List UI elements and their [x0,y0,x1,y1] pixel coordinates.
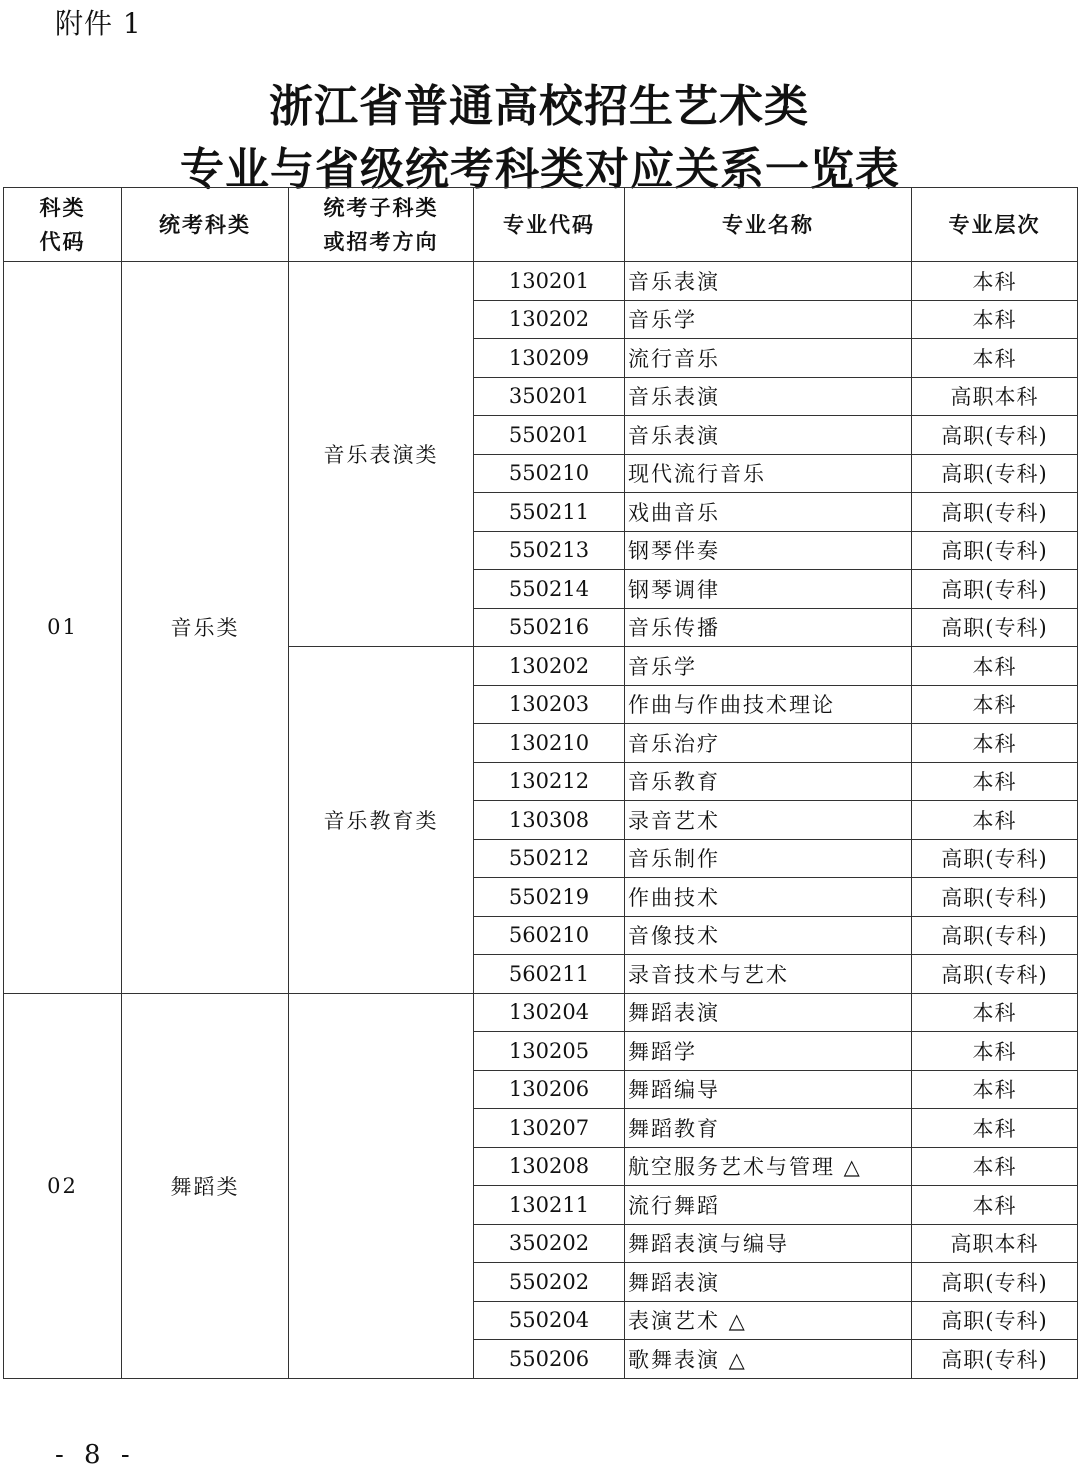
major-name-cell: 音乐表演 [625,262,912,301]
header-major-code: 专业代码 [474,188,625,262]
document-title-line1: 浙江省普通高校招生艺术类 [269,81,809,132]
major-code-cell: 130212 [474,762,625,801]
major-code-cell: 130207 [474,1109,625,1148]
major-code-cell: 560211 [474,955,625,994]
major-name-cell: 音乐学 [625,300,912,339]
table-header-row [4,188,1078,262]
major-code-cell: 130209 [474,339,625,378]
major-name-cell: 流行舞蹈 [625,1186,912,1225]
major-level-cell: 高职(专科) [912,416,1078,455]
major-code-cell: 130203 [474,685,625,724]
major-name-cell: 音乐教育 [625,762,912,801]
major-level-cell: 本科 [912,724,1078,763]
major-name-cell: 现代流行音乐 [625,454,912,493]
header-category-code-line1: 科类 [39,195,86,220]
major-name-cell: 钢琴调律 [625,570,912,609]
major-mapping-table [3,187,1078,1379]
major-name-cell: 舞蹈教育 [625,1109,912,1148]
major-code-cell: 350202 [474,1224,625,1263]
major-name-cell: 舞蹈编导 [625,1070,912,1109]
major-name-cell: 音乐表演 [625,377,912,416]
major-level-cell: 本科 [912,1147,1078,1186]
major-name-cell: 音乐制作 [625,839,912,878]
exam-category-cell: 舞蹈类 [122,993,289,1378]
table-row [4,262,1078,301]
major-level-cell: 高职(专科) [912,454,1078,493]
table-body [4,262,1078,1379]
major-code-cell: 550204 [474,1301,625,1340]
major-code-cell: 130204 [474,993,625,1032]
header-major-name: 专业名称 [625,188,912,262]
table-row [4,993,1078,1032]
major-code-cell: 550214 [474,570,625,609]
major-name-cell: 音乐传播 [625,608,912,647]
major-code-cell: 130201 [474,262,625,301]
major-level-cell: 本科 [912,1032,1078,1071]
page-number: - 8 - [55,1440,136,1470]
header-sub-category-line2: 或招考方向 [323,229,439,254]
major-level-cell: 本科 [912,262,1078,301]
major-code-cell: 130210 [474,724,625,763]
major-name-cell: 音乐治疗 [625,724,912,763]
major-name-cell: 作曲技术 [625,878,912,917]
major-level-cell: 高职(专科) [912,878,1078,917]
major-code-cell: 560210 [474,916,625,955]
major-level-cell: 本科 [912,300,1078,339]
major-code-cell: 550202 [474,1263,625,1302]
major-code-cell: 130308 [474,801,625,840]
category-code-cell: 01 [4,262,122,994]
major-code-cell: 550219 [474,878,625,917]
major-code-cell: 130208 [474,1147,625,1186]
major-name-cell: 音乐表演 [625,416,912,455]
major-name-cell: 录音艺术 [625,801,912,840]
major-code-cell: 130202 [474,300,625,339]
header-category-code-line2: 代码 [39,229,86,254]
major-name-cell: 舞蹈表演与编导 [625,1224,912,1263]
major-level-cell: 高职(专科) [912,531,1078,570]
document-title-line2: 专业与省级统考科类对应关系一览表 [180,144,900,195]
header-sub-category [289,188,474,262]
header-sub-category-line1: 统考子科类 [323,195,439,220]
major-name-cell: 作曲与作曲技术理论 [625,685,912,724]
major-level-cell: 本科 [912,1186,1078,1225]
major-code-cell: 550211 [474,493,625,532]
major-level-cell: 高职本科 [912,377,1078,416]
major-level-cell: 高职(专科) [912,1340,1078,1379]
sub-category-cell [289,993,474,1378]
major-name-cell: 歌舞表演 △ [625,1340,912,1379]
major-level-cell: 高职(专科) [912,955,1078,994]
major-level-cell: 高职本科 [912,1224,1078,1263]
major-code-cell: 350201 [474,377,625,416]
sub-category-cell: 音乐表演类 [289,262,474,647]
major-level-cell: 本科 [912,1109,1078,1148]
major-level-cell: 本科 [912,762,1078,801]
major-name-cell: 流行音乐 [625,339,912,378]
header-category-code [4,188,122,262]
major-level-cell: 本科 [912,993,1078,1032]
major-level-cell: 高职(专科) [912,916,1078,955]
major-code-cell: 130205 [474,1032,625,1071]
major-code-cell: 550212 [474,839,625,878]
major-name-cell: 钢琴伴奏 [625,531,912,570]
major-level-cell: 本科 [912,1070,1078,1109]
major-level-cell: 高职(专科) [912,1263,1078,1302]
major-code-cell: 550206 [474,1340,625,1379]
major-level-cell: 高职(专科) [912,839,1078,878]
category-code-cell: 02 [4,993,122,1378]
major-level-cell: 高职(专科) [912,570,1078,609]
major-name-cell: 舞蹈表演 [625,1263,912,1302]
major-level-cell: 高职(专科) [912,608,1078,647]
exam-category-cell: 音乐类 [122,262,289,994]
major-name-cell: 舞蹈学 [625,1032,912,1071]
major-level-cell: 本科 [912,801,1078,840]
major-name-cell: 航空服务艺术与管理 △ [625,1147,912,1186]
major-name-cell: 录音技术与艺术 [625,955,912,994]
major-level-cell: 高职(专科) [912,1301,1078,1340]
header-exam-category: 统考科类 [122,188,289,262]
major-code-cell: 130206 [474,1070,625,1109]
major-code-cell: 550216 [474,608,625,647]
major-code-cell: 550201 [474,416,625,455]
major-code-cell: 550210 [474,454,625,493]
header-major-level: 专业层次 [912,188,1078,262]
major-name-cell: 舞蹈表演 [625,993,912,1032]
major-code-cell: 130211 [474,1186,625,1225]
major-name-cell: 表演艺术 △ [625,1301,912,1340]
major-code-cell: 550213 [474,531,625,570]
major-level-cell: 高职(专科) [912,493,1078,532]
major-name-cell: 戏曲音乐 [625,493,912,532]
major-level-cell: 本科 [912,339,1078,378]
major-level-cell: 本科 [912,685,1078,724]
major-level-cell: 本科 [912,647,1078,686]
sub-category-cell: 音乐教育类 [289,647,474,994]
attachment-label: 附件 1 [55,7,142,40]
major-name-cell: 音乐学 [625,647,912,686]
major-name-cell: 音像技术 [625,916,912,955]
major-code-cell: 130202 [474,647,625,686]
